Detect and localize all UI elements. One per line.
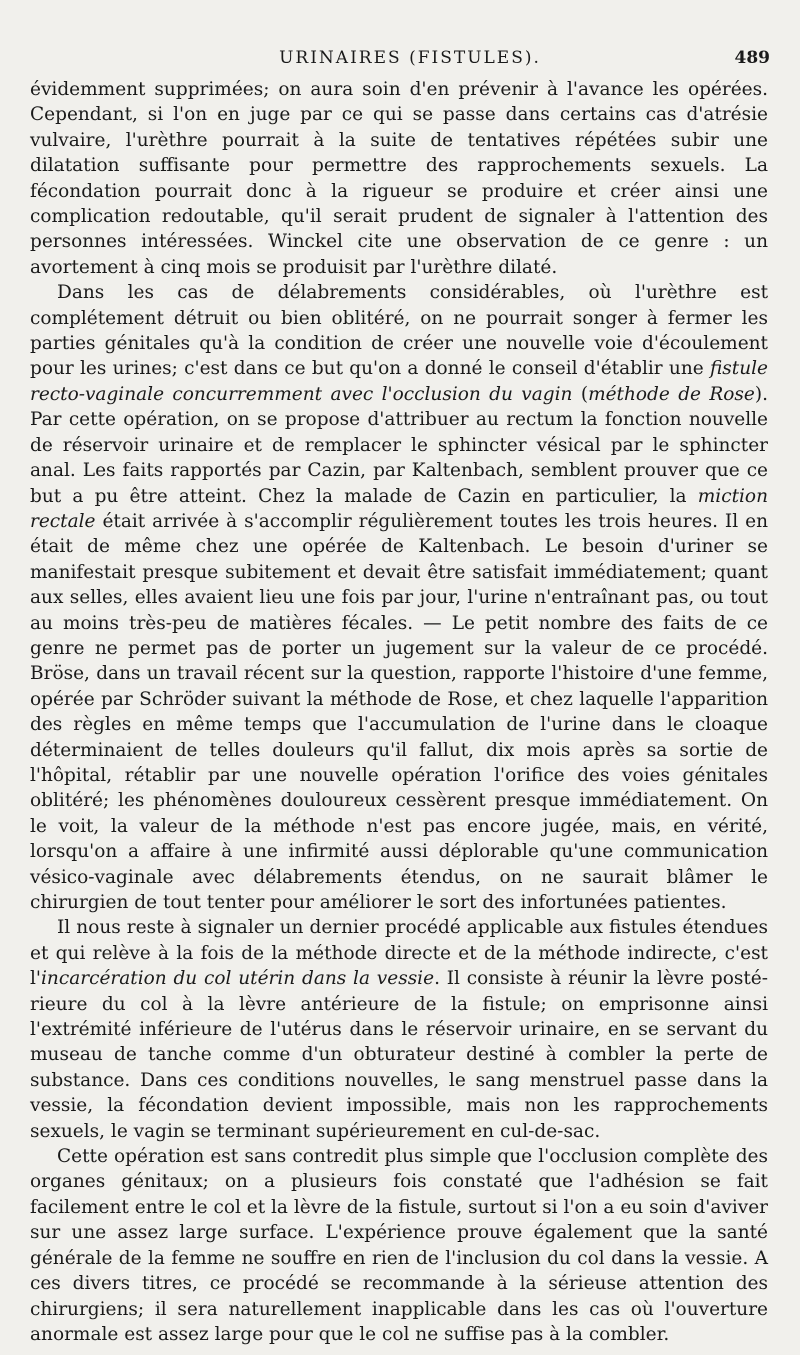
- paragraph-text: Dans les cas de délabrements considérables, où l'urèthre est complétement détruit ou bien oblitéré, on ne pourrait songer à fermer les parties génitales qu'à la condition de créer une nouvelle voie d'écoulement pour les urines; c'est dans ce but qu'on a donné le conseil d'établir une: [30, 282, 768, 380]
- page-number: 489: [734, 48, 770, 68]
- italic-term-miction-rectale: miction rectale: [30, 485, 768, 532]
- italic-term-methode-de-rose: méthode de Rose: [588, 383, 755, 405]
- running-title: URINAIRES (FISTULES).: [279, 48, 541, 68]
- paragraph-text: était arrivée à s'accomplir régulièrement toutes les trois heures. Il en était de même chez une opérée de Kaltenbach. Le besoin d'uriner se manifestait presque subitement et devait être satisfait immédiatement; quant aux selles, elles avaient lieu une fois par jour, l'urine n'entraînant pas, ou tout au moins très-peu de matières fécales. — Le petit nombre des faits de ce genre ne permet pas de porter un jugement sur la valeur de ce procédé. Bröse, dans un travail récent sur la question, rapporte l'histoire d'une femme, opérée par Schröder suivant la méthode de Rose, et chez laquelle l'apparition des règles en même temps que l'accumulation de l'urine dans le cloaque déterminaient de telles douleurs qu'il fallut, dix mois après sa sortie de l'hôpital, rétablir par une nouvelle opération l'orifice des voies génitales oblitéré; les phénomènes douloureux cessèrent presque immédiatement. On le voit, la valeur de la méthode n'est pas encore jugée, mais, en vérité, lorsqu'on a affaire à une infirmité aussi déplorable qu'une communication vésico-vaginale avec délabrements étendus, on ne saurait blâmer le chirurgien de tout tenter pour améliorer le sort des infortunées patientes.: [30, 510, 768, 913]
- italic-term-fistule-recto-vaginale: fistule recto-vaginale concurremment avec l'occlusion du vagin: [30, 358, 768, 405]
- paragraph-3: [30, 915, 768, 1144]
- paragraph-text: . Il consiste à réunir la lèvre postérieure du col à la lèvre antérieure de la fistule; on emprisonne ainsi l'extrémité inférieure de l'utérus dans le réservoir urinaire, en se servant du museau de tanche comme d'un obturateur destiné à combler la perte de substance. Dans ces conditions nouvelles, le sang menstruel passe dans la vessie, la fécondation devient impossible, mais non les rapprochements sexuels, le vagin se terminant supérieurement en cul-de-sac.: [30, 968, 769, 1142]
- paragraph-2: [30, 280, 768, 915]
- paragraph-text: évidemment supprimées; on aura soin d'en prévenir à l'avance les opérées. Cependant, si l'on en juge par ce qui se passe dans certains cas d'atrésie vulvaire, l'urèthre pourrait à la suite de tentatives répétées subir une dilatation suffisante pour permettre des rapprochements sexuels. La fécondation pourrait donc à la rigueur se produire et créer ainsi une complication redoutable, qu'il serait prudent de signaler à l'attention des personnes intéressées. Winckel cite une observation de ce genre : un avortement à cinq mois se produisit par l'urèthre dilaté.: [30, 79, 768, 278]
- italic-term-incarceration: incarcération du col utérin dans la vessie: [41, 968, 435, 990]
- paragraph-text: ). Par cette opération, on se propose d'attribuer au rectum la fonction nouvelle de réservoir urinaire et de remplacer le sphincter vésical par le sphincter anal. Les faits rapportés par Cazin, par Kaltenbach, semblent prouver que ce but a pu être atteint. Chez la malade de Cazin en particulier, la: [30, 383, 768, 507]
- paragraph-1: [30, 77, 768, 280]
- body-text: [30, 77, 768, 1347]
- paragraph-4: [30, 1144, 768, 1347]
- page-header: [0, 44, 800, 72]
- paragraph-text: Cette opération est sans contredit plus simple que l'occlusion complète des organes génitaux; on a plusieurs fois constaté que l'adhésion se fait facilement entre le col et la lèvre de la fistule, surtout si l'on a eu soin d'aviver sur une assez large surface. L'expérience prouve également que la santé générale de la femme ne souffre en rien de l'inclusion du col dans la vessie. A ces divers titres, ce procédé se recommande à la sérieuse attention des chirurgiens; il sera naturellement inapplicable dans les cas où l'ouverture anormale est assez large pour que le col ne suffise pas à la combler.: [30, 1146, 768, 1345]
- paragraph-text: (: [572, 383, 589, 405]
- paragraph-text: Il nous reste à signaler un dernier procédé applicable aux fistules étendues et qui relève à la fois de la méthode directe et de la méthode indirecte, c'est l': [30, 917, 768, 990]
